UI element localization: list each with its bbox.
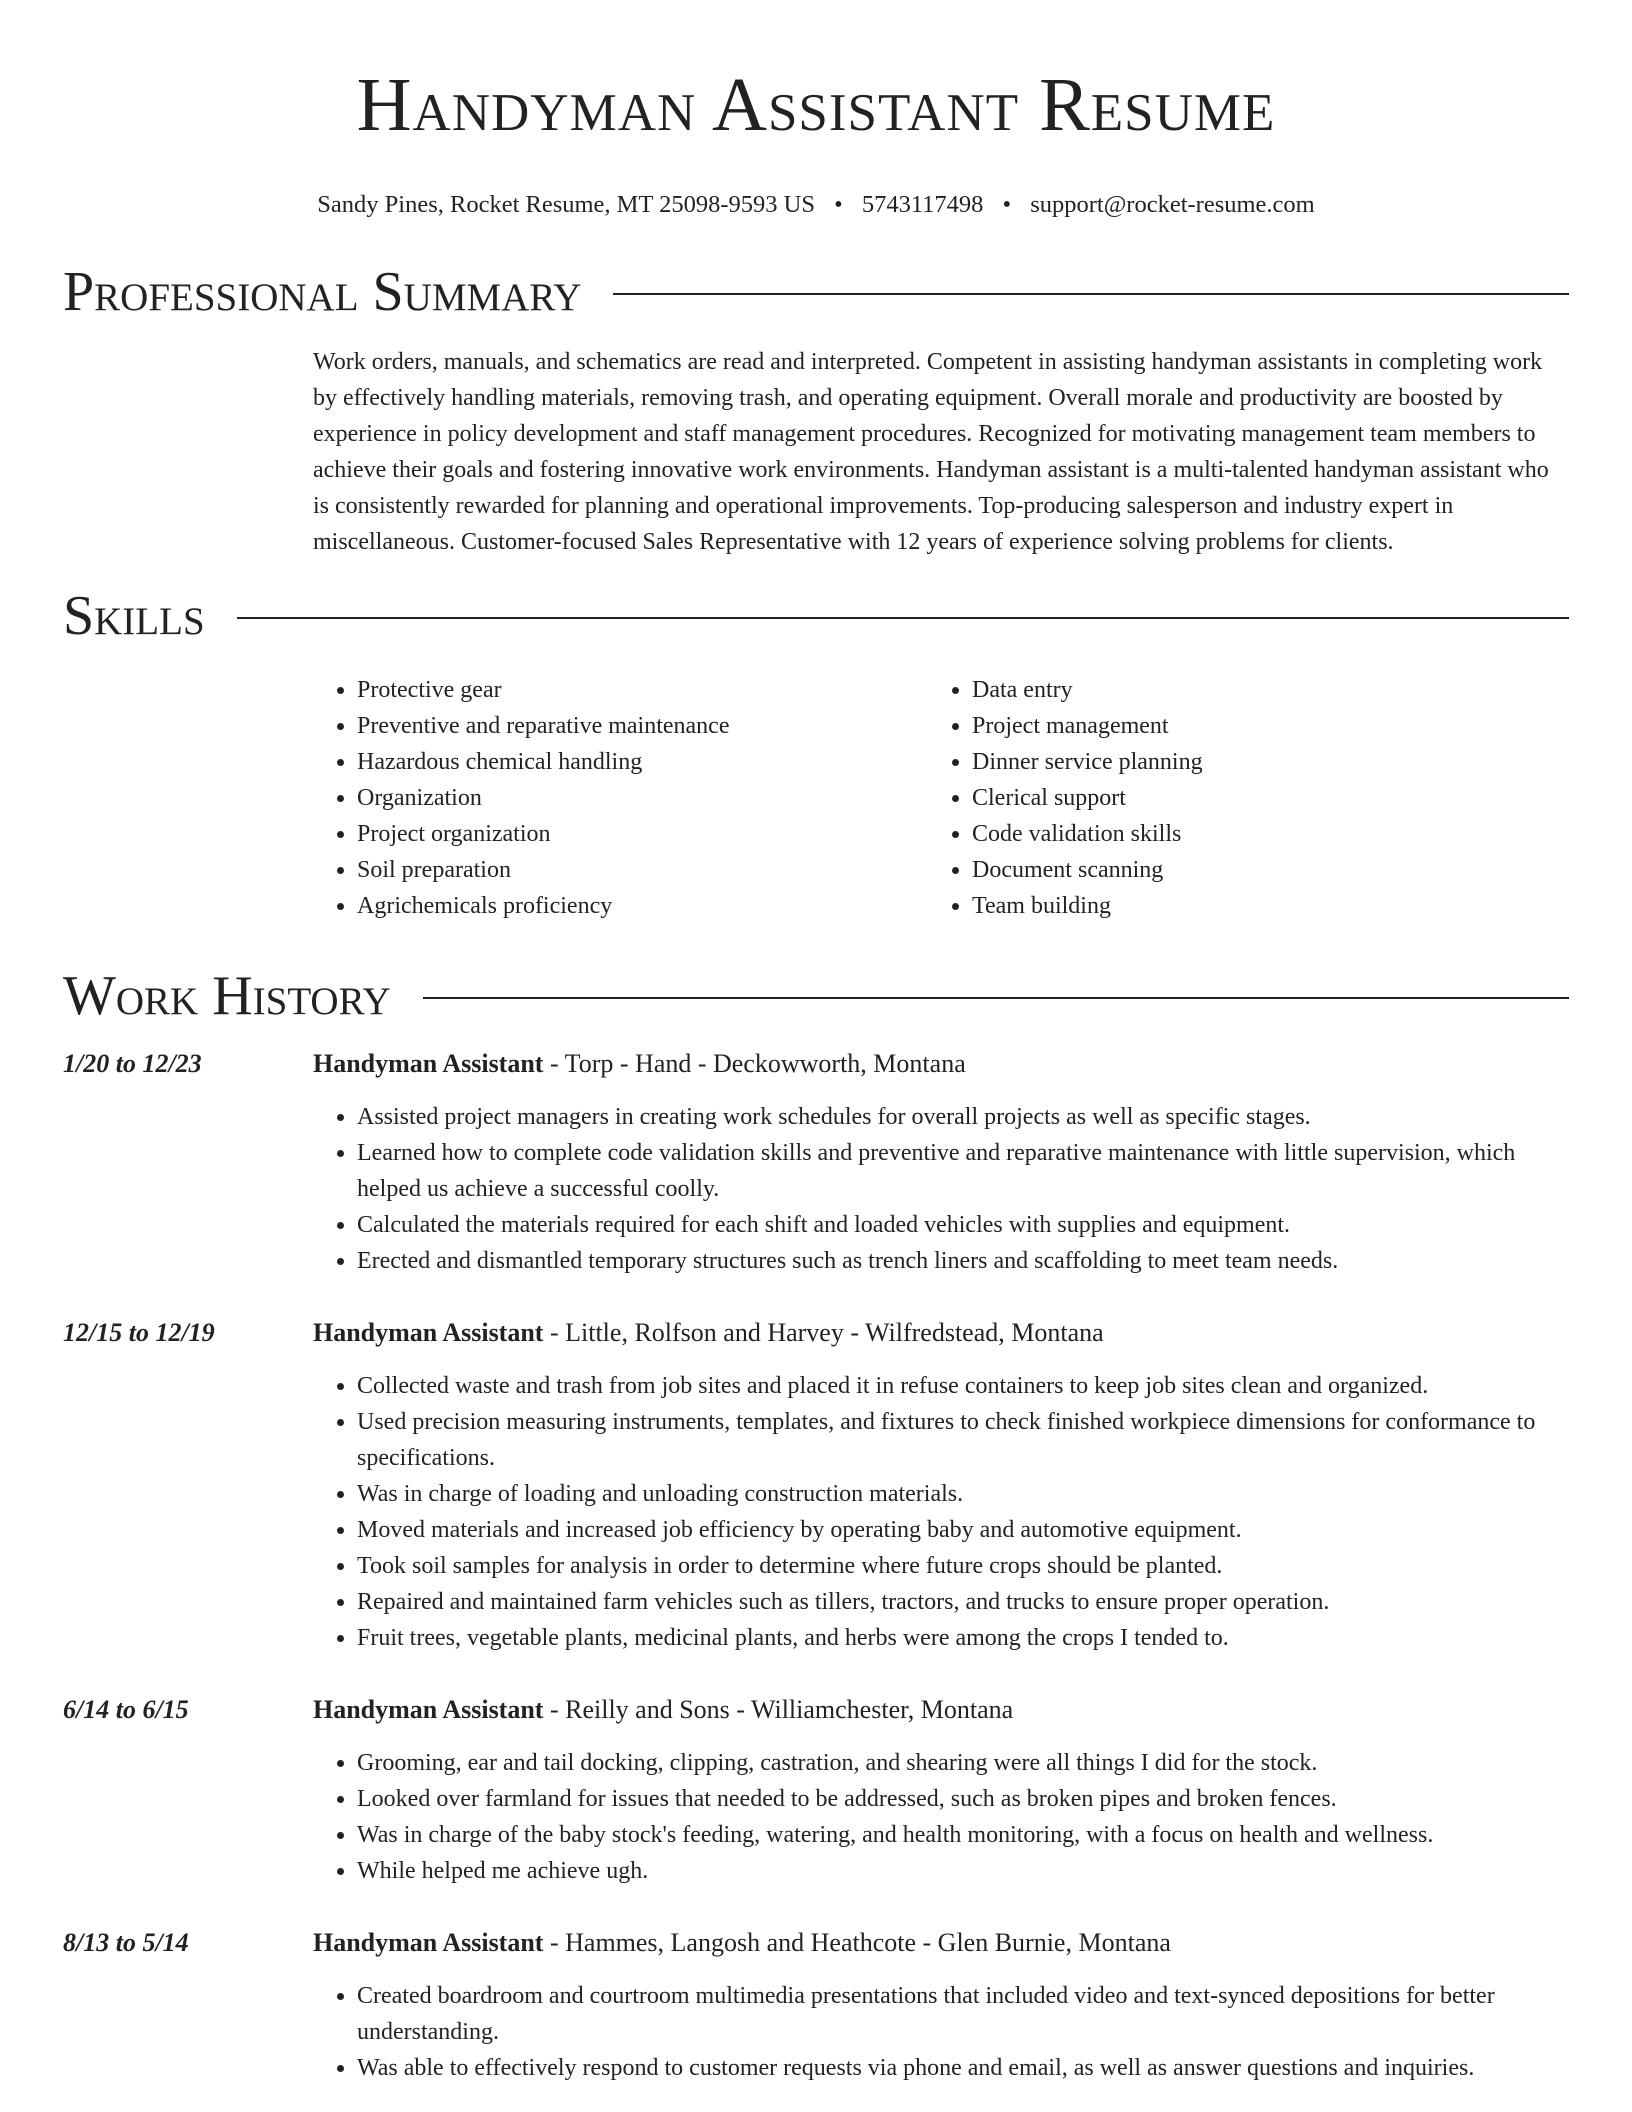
job-dates: 8/13 to 5/14	[63, 1928, 189, 1957]
job-entry	[63, 1046, 1569, 1279]
job-bullets	[313, 1978, 1569, 2086]
job-bullet: • Learned how to complete code validation skills and preventive and reparative maintenance with little supervision, which helped us achieve a successful coolly.	[357, 1135, 1569, 1207]
job-dates: 12/15 to 12/19	[63, 1318, 215, 1347]
job-bullets	[313, 1368, 1569, 1656]
resume-title: Handyman Assistant Resume	[356, 63, 1276, 147]
job-details	[313, 1925, 1569, 2086]
job-bullet: • Grooming, ear and tail docking, clipping, castration, and shearing were all things I did for the stock.	[357, 1745, 1569, 1781]
contact-line	[63, 190, 1569, 220]
skills-list-left	[313, 672, 928, 924]
skills-list-right	[928, 672, 1543, 924]
job-bullet: • Moved materials and increased job efficiency by operating baby and automotive equipment.	[357, 1512, 1569, 1548]
job-bullet: • Erected and dismantled temporary structures such as trench liners and scaffolding to meet team needs.	[357, 1243, 1569, 1279]
job-company: - Reilly and Sons - Williamchester, Montana	[543, 1695, 1014, 1724]
summary-section-header	[63, 260, 1569, 324]
job-bullet: • Was in charge of loading and unloading construction materials.	[357, 1476, 1569, 1512]
summary-section	[313, 344, 1569, 560]
skill-item: • Agrichemicals proficiency	[357, 888, 928, 924]
skill-item: • Document scanning	[972, 852, 1543, 888]
skill-item: • Project organization	[357, 816, 928, 852]
job-company: - Little, Rolfson and Harvey - Wilfredstead, Montana	[543, 1318, 1104, 1347]
skill-item: • Dinner service planning	[972, 744, 1543, 780]
contact-address: Sandy Pines, Rocket Resume, MT 25098-9593 US	[317, 191, 815, 218]
section-divider	[423, 997, 1569, 999]
job-company: - Hammes, Langosh and Heathcote - Glen Burnie, Montana	[543, 1928, 1171, 1957]
job-entry	[63, 1925, 1569, 2086]
contact-email: support@rocket-resume.com	[1030, 191, 1315, 218]
job-bullets	[313, 1745, 1569, 1889]
summary-text: Work orders, manuals, and schematics are read and interpreted. Competent in assisting handyman assistants in completing work by effectively handling materials, removing trash, and operating equipment. Overall morale and productivity are boosted by experience in policy development and staff management procedures. Recognized for motivating management team members to achieve their goals and fostering innovative work environments. Handyman assistant is a multi-talented handyman assistant who is consistently rewarded for planning and operational improvements. Top-producing salesperson and industry expert in miscellaneous. Customer-focused Sales Representative with 12 years of experience solving problems for clients.	[313, 349, 1549, 555]
job-details	[313, 1692, 1569, 1889]
skill-item: • Hazardous chemical handling	[357, 744, 928, 780]
job-bullet: • Collected waste and trash from job sites and placed it in refuse containers to keep job sites clean and organized.	[357, 1368, 1569, 1404]
job-header	[313, 1692, 1569, 1728]
job-bullet: • Was able to effectively respond to customer requests via phone and email, as well as answer questions and inquiries.	[357, 2050, 1569, 2086]
job-dates: 1/20 to 12/23	[63, 1049, 202, 1078]
skill-item: • Clerical support	[972, 780, 1543, 816]
job-bullet: • Assisted project managers in creating work schedules for overall projects as well as specific stages.	[357, 1099, 1569, 1135]
job-bullet: • Repaired and maintained farm vehicles such as tillers, tractors, and trucks to ensure proper operation.	[357, 1584, 1569, 1620]
job-header	[313, 1925, 1569, 1961]
job-bullet: • Was in charge of the baby stock's feeding, watering, and health monitoring, with a focus on health and wellness.	[357, 1817, 1569, 1853]
work-heading: Work History	[63, 965, 391, 1027]
skill-item: • Code validation skills	[972, 816, 1543, 852]
skills-section	[313, 672, 1569, 924]
section-divider	[613, 293, 1569, 295]
job-title: Handyman Assistant	[313, 1049, 544, 1078]
job-bullet: • Calculated the materials required for each shift and loaded vehicles with supplies and equipment.	[357, 1207, 1569, 1243]
job-details	[313, 1315, 1569, 1656]
work-section-header	[63, 964, 1569, 1028]
section-divider	[237, 617, 1569, 619]
job-bullet: • Created boardroom and courtroom multimedia presentations that included video and text-synced depositions for better understanding.	[357, 1978, 1569, 2050]
skill-item: • Preventive and reparative maintenance	[357, 708, 928, 744]
job-header	[313, 1315, 1569, 1351]
skill-item: • Data entry	[972, 672, 1543, 708]
skills-heading: Skills	[63, 585, 205, 647]
summary-heading: Professional Summary	[63, 261, 582, 323]
job-bullet: • Took soil samples for analysis in order to determine where future crops should be planted.	[357, 1548, 1569, 1584]
job-bullet: • Looked over farmland for issues that needed to be addressed, such as broken pipes and broken fences.	[357, 1781, 1569, 1817]
skill-item: • Organization	[357, 780, 928, 816]
job-entry	[63, 1692, 1569, 1889]
skills-section-header	[63, 584, 1569, 648]
job-title: Handyman Assistant	[313, 1695, 544, 1724]
skill-item: • Project management	[972, 708, 1543, 744]
job-entry	[63, 1315, 1569, 1656]
job-bullet: • Fruit trees, vegetable plants, medicinal plants, and herbs were among the crops I tended to.	[357, 1620, 1569, 1656]
job-title: Handyman Assistant	[313, 1928, 544, 1957]
job-company: - Torp - Hand - Deckowworth, Montana	[543, 1049, 966, 1078]
skill-item: • Protective gear	[357, 672, 928, 708]
job-bullet: • While helped me achieve ugh.	[357, 1853, 1569, 1889]
job-header	[313, 1046, 1569, 1082]
job-title: Handyman Assistant	[313, 1318, 544, 1347]
job-bullet: • Used precision measuring instruments, templates, and fixtures to check finished workpiece dimensions for conformance to specifications.	[357, 1404, 1569, 1476]
skill-item: • Soil preparation	[357, 852, 928, 888]
job-bullets	[313, 1099, 1569, 1279]
contact-separator: •	[1002, 191, 1012, 218]
skill-item: • Team building	[972, 888, 1543, 924]
job-details	[313, 1046, 1569, 1279]
job-dates: 6/14 to 6/15	[63, 1695, 189, 1724]
contact-phone: 5743117498	[861, 191, 984, 218]
contact-separator: •	[834, 191, 843, 218]
